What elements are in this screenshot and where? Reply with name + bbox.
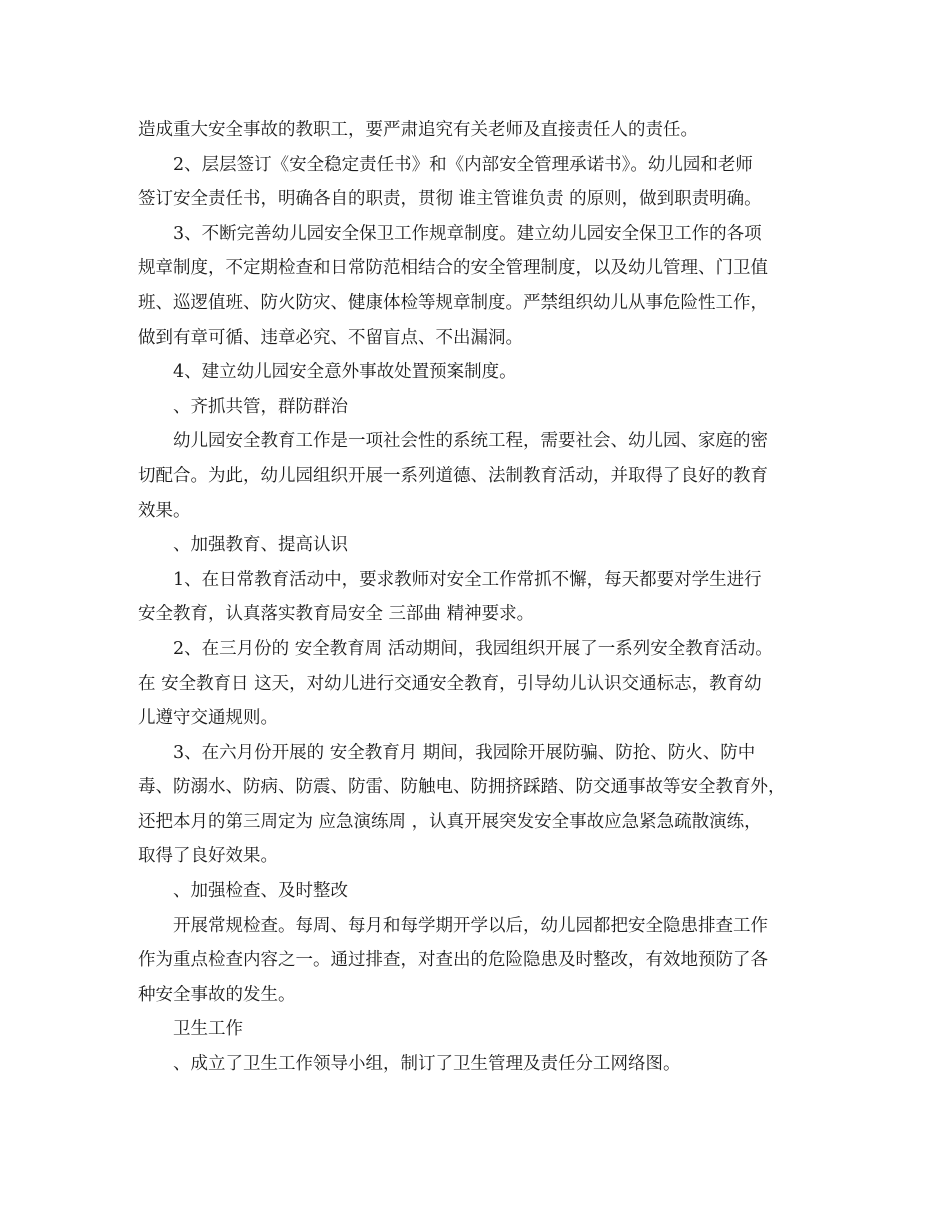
text-line: 幼儿园安全教育工作是一项社会性的系统工程，需要社会、幼儿园、家庭的密 xyxy=(173,431,768,452)
text-line: 规章制度，不定期检查和日常防范相结合的安全管理制度，以及幼儿管理、门卫值 xyxy=(138,258,768,279)
text-line: 安全教育，认真落实教育局安全 三部曲 精神要求。 xyxy=(138,604,535,625)
text-line: 作为重点检查内容之一。通过排查，对查出的危险隐患及时整改，有效地预防了各 xyxy=(138,950,768,971)
section-heading: 卫生工作 xyxy=(173,1019,243,1040)
text-line: 2、在三月份的 安全教育周 活动期间，我园组织开展了一系列安全教育活动。 xyxy=(173,638,773,659)
text-line: 3、在六月份开展的 安全教育月 期间，我园除开展防骗、防抢、防火、防中 xyxy=(173,742,756,763)
text-line: 儿遵守交通规则。 xyxy=(138,708,278,729)
text-line: 1、在日常教育活动中，要求教师对安全工作常抓不懈，每天都要对学生进行 xyxy=(173,569,762,590)
text-line: 效果。 xyxy=(138,500,191,521)
text-line: 切配合。为此，幼儿园组织开展一系列道德、法制教育活动，并取得了良好的教育 xyxy=(138,465,768,486)
section-heading: 、加强教育、提高认识 xyxy=(173,535,348,556)
text-line: 4、建立幼儿园安全意外事故处置预案制度。 xyxy=(173,362,517,383)
section-heading: 、齐抓共管，群防群治 xyxy=(173,396,348,417)
text-line: 做到有章可循、违章必究、不留盲点、不出漏洞。 xyxy=(138,327,523,348)
text-line: 造成重大安全事故的教职工，要严肃追究有关老师及直接责任人的责任。 xyxy=(138,120,698,140)
text-line: 毒、防溺水、防病、防震、防雷、防触电、防拥挤踩踏、防交通事故等安全教育外， xyxy=(138,777,786,798)
text-line: 、成立了卫生工作领导小组，制订了卫生管理及责任分工网络图。 xyxy=(173,1054,681,1075)
text-line: 取得了良好效果。 xyxy=(138,846,278,867)
text-line: 开展常规检查。每周、每月和每学期开学以后，幼儿园都把安全隐患排查工作 xyxy=(173,915,768,936)
text-line: 2、层层签订《安全稳定责任书》和《内部安全管理承诺书》。幼儿园和老师 xyxy=(173,154,753,175)
text-line: 种安全事故的发生。 xyxy=(138,984,296,1005)
text-line: 班、巡逻值班、防火防灾、健康体检等规章制度。严禁组织幼儿从事危险性工作， xyxy=(138,292,768,313)
text-line: 在 安全教育日 这天，对幼儿进行交通安全教育，引导幼儿认识交通标志，教育幼 xyxy=(138,673,762,694)
text-line: 签订安全责任书，明确各自的职责，贯彻 谁主管谁负责 的原则，做到职责明确。 xyxy=(138,189,762,210)
document-body xyxy=(138,113,828,1082)
section-heading: 、加强检查、及时整改 xyxy=(173,881,348,902)
text-line: 还把本月的第三周定为 应急演练周 ，认真开展突发安全事故应急紧急疏散演练， xyxy=(138,811,762,832)
text-line: 3、不断完善幼儿园安全保卫工作规章制度。建立幼儿园安全保卫工作的各项 xyxy=(173,223,762,244)
